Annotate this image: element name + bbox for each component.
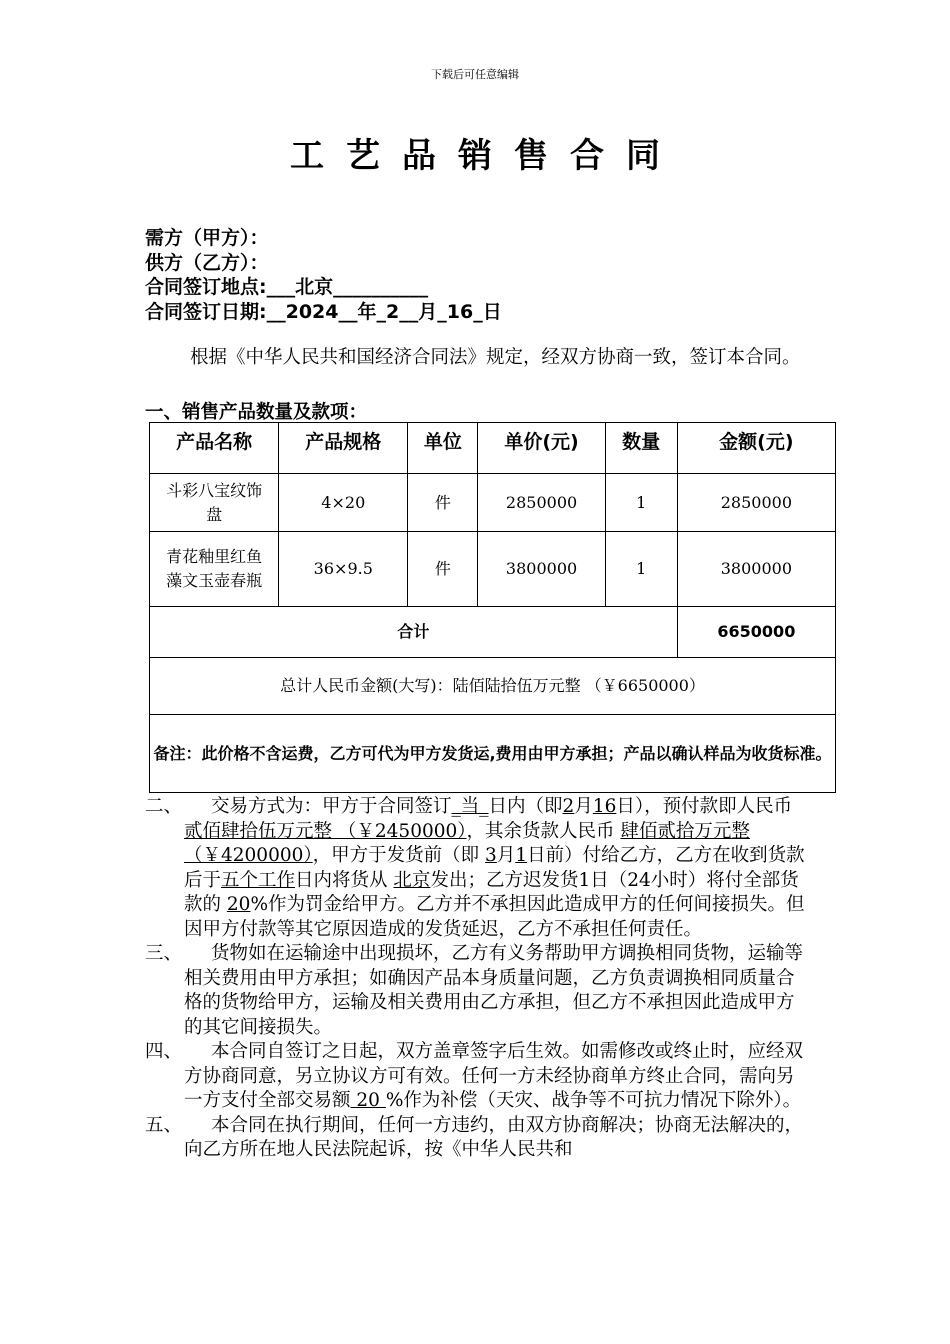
product-spec-cell: 4×20: [279, 474, 408, 532]
term-4: 四、 本合同自签订之日起，双方盖章签字后生效。如需修改或终止时，应经双方协商同意，另立协议方可有效。任何一方未经协商单方终止合同，需向另一方支付全部交易额 20 %作为补偿（天灾、战争等不可抗力情况下除外）。: [145, 1041, 804, 1111]
filled-blank: 20: [226, 894, 251, 915]
total-words-row: [150, 658, 836, 715]
table-row: [150, 532, 836, 607]
term-fragment: 发出；乙方迟发货1日（24小时）将付全部货款的: [184, 869, 799, 915]
contract-terms: [145, 795, 810, 1163]
term-fragment: 月: [496, 845, 516, 866]
term-fragment: %作为罚金给甲方。乙方并不承担因此造成甲方的任何间接损失。但因甲方付款等其它原因造成的发货延迟，乙方不承担任何责任。: [184, 894, 805, 940]
intro-paragraph: 根据《中华人民共和国经济合同法》规定，经双方协商一致，签订本合同。: [190, 347, 801, 368]
place-line: 合同签订地点:___北京__________: [145, 276, 429, 298]
header-cell: 产品名称: [150, 423, 279, 474]
table-header-row: [150, 423, 836, 474]
term-text: [184, 1115, 803, 1161]
header-cell: 单位: [408, 423, 478, 474]
header-cell: 数量: [605, 423, 677, 474]
seller-line: 供方（乙方）：: [145, 251, 269, 274]
total-words-cell: 总计人民币金额(大写)：陆佰陆拾伍万元整 （￥6650000）: [150, 658, 836, 715]
filled-blank: 五个工作: [221, 869, 296, 891]
header-note: 下载后可任意编辑: [431, 68, 519, 81]
product-amount-cell: 3800000: [677, 532, 835, 607]
term-fragment: 本合同自签订之日起，双方盖章签字后生效。如需修改或终止时，应经双方协商同意，另立协议方可有效。任何一方未经协商单方终止合同，需向另一方支付全部交易额: [184, 1041, 804, 1111]
filled-blank: 贰佰肆拾伍万元整 （￥2450000）: [184, 820, 467, 842]
product-spec-cell: 36×9.5: [279, 532, 408, 607]
document-title: 工艺品销售合同: [290, 136, 682, 176]
term-fragment: 日前）付给乙方，乙方在收到货款后于: [184, 845, 805, 891]
term-fragment: 日内（即: [488, 796, 563, 817]
term-text: [184, 943, 803, 1038]
party-info: [145, 226, 502, 324]
product-unit-cell: 件: [408, 474, 478, 532]
filled-blank: 16: [592, 796, 617, 817]
products-table: [149, 422, 836, 793]
header-cell: 产品规格: [279, 423, 408, 474]
term-fragment: 日），预付款即人民币: [616, 796, 793, 817]
total-row: [150, 607, 836, 658]
total-label-cell: 合计: [150, 607, 678, 658]
term-3: 三、 货物如在运输途中出现损坏，乙方有义务帮助甲方调换相同货物，运输等相关费用由甲方承担；如确因产品本身质量问题，乙方负责调换相同质量合格的货物给甲方，运输及相关费用由乙方承担，但乙方不承担因此造成甲方的其它间接损失。: [145, 943, 804, 1038]
product-price-cell: 3800000: [478, 532, 605, 607]
term-fragment: ，其余货款人民币: [466, 820, 621, 842]
term-fragment: 本合同在执行期间，任何一方违约，由双方协商解决；协商无法解决的，向乙方所在地人民法院起诉，按《中华人民共和: [184, 1114, 804, 1160]
term-fragment: 月: [574, 796, 593, 817]
product-price-cell: 2850000: [478, 474, 605, 532]
term-5: 五、 本合同在执行期间，任何一方违约，由双方协商解决；协商无法解决的，向乙方所在地人民法院起诉，按《中华人民共和: [145, 1114, 804, 1160]
section-title-products: 一、销售产品数量及款项：: [145, 402, 368, 423]
term-fragment: 交易方式为：甲方于合同签订: [211, 796, 452, 817]
product-unit-cell: 件: [408, 532, 478, 607]
term-2: 二、 交易方式为：甲方于合同签订_当_日内（即2月16日），预付款即人民币贰佰肆拾伍万元整 （￥2450000），其余货款人民币 肆佰贰拾万元整（￥4200000），甲方于发货前（即 3月1日前）付给乙方，乙方在收到货款后于五个工作日内将货从 北京发出；乙方迟发货1日（24小时）将付全部货款的 20%作为罚金给甲方。乙方并不承担因此造成甲方的任何间接损失。但因甲方付款等其它原因造成的发货延迟，乙方不承担任何责任。: [145, 796, 805, 940]
product-qty-cell: 1: [605, 532, 677, 607]
product-name-cell: 青花釉里红鱼藻文玉壶春瓶: [150, 532, 279, 607]
filled-blank: 北京: [393, 869, 431, 891]
total-value-cell: 6650000: [677, 607, 835, 658]
term-fragment: %作为补偿（天灾、战争等不可抗力情况下除外）。: [385, 1090, 802, 1111]
filled-blank: 3: [485, 845, 497, 866]
term-fragment: 日内将货从: [295, 869, 394, 891]
product-qty-cell: 1: [605, 474, 677, 532]
buyer-line: 需方（甲方）：: [145, 227, 269, 249]
header-cell: 单价(元): [478, 423, 605, 474]
product-name-cell: 斗彩八宝纹饰盘: [150, 474, 279, 532]
term-text: [184, 1041, 803, 1111]
remark-cell: 备注：此价格不含运费，乙方可代为甲方发货运,费用由甲方承担；产品以确认样品为收货标准。: [150, 715, 836, 793]
filled-blank: _当_: [451, 796, 489, 817]
header-cell: 金额(元): [677, 423, 835, 474]
table-row: [150, 474, 836, 532]
remark-row: [150, 715, 836, 793]
filled-blank: 1: [515, 845, 528, 866]
term-fragment: 货物如在运输途中出现损坏，乙方有义务帮助甲方调换相同货物，运输等相关费用由甲方承担；如确因产品本身质量问题，乙方负责调换相同质量合格的货物给甲方，运输及相关费用由乙方承担，但乙方不承担因此造成甲方的其它间接损失。: [184, 943, 804, 1038]
filled-blank: 肆佰贰拾万元整（￥4200000）: [184, 820, 750, 866]
filled-blank: 2: [562, 796, 575, 817]
filled-blank: 20: [350, 1090, 386, 1111]
product-amount-cell: 2850000: [677, 474, 835, 532]
term-fragment: ，甲方于发货前（即: [312, 845, 486, 866]
term-text: [184, 796, 805, 940]
date-line: 合同签订日期:__2024__年_2__月_16_日: [145, 300, 502, 323]
